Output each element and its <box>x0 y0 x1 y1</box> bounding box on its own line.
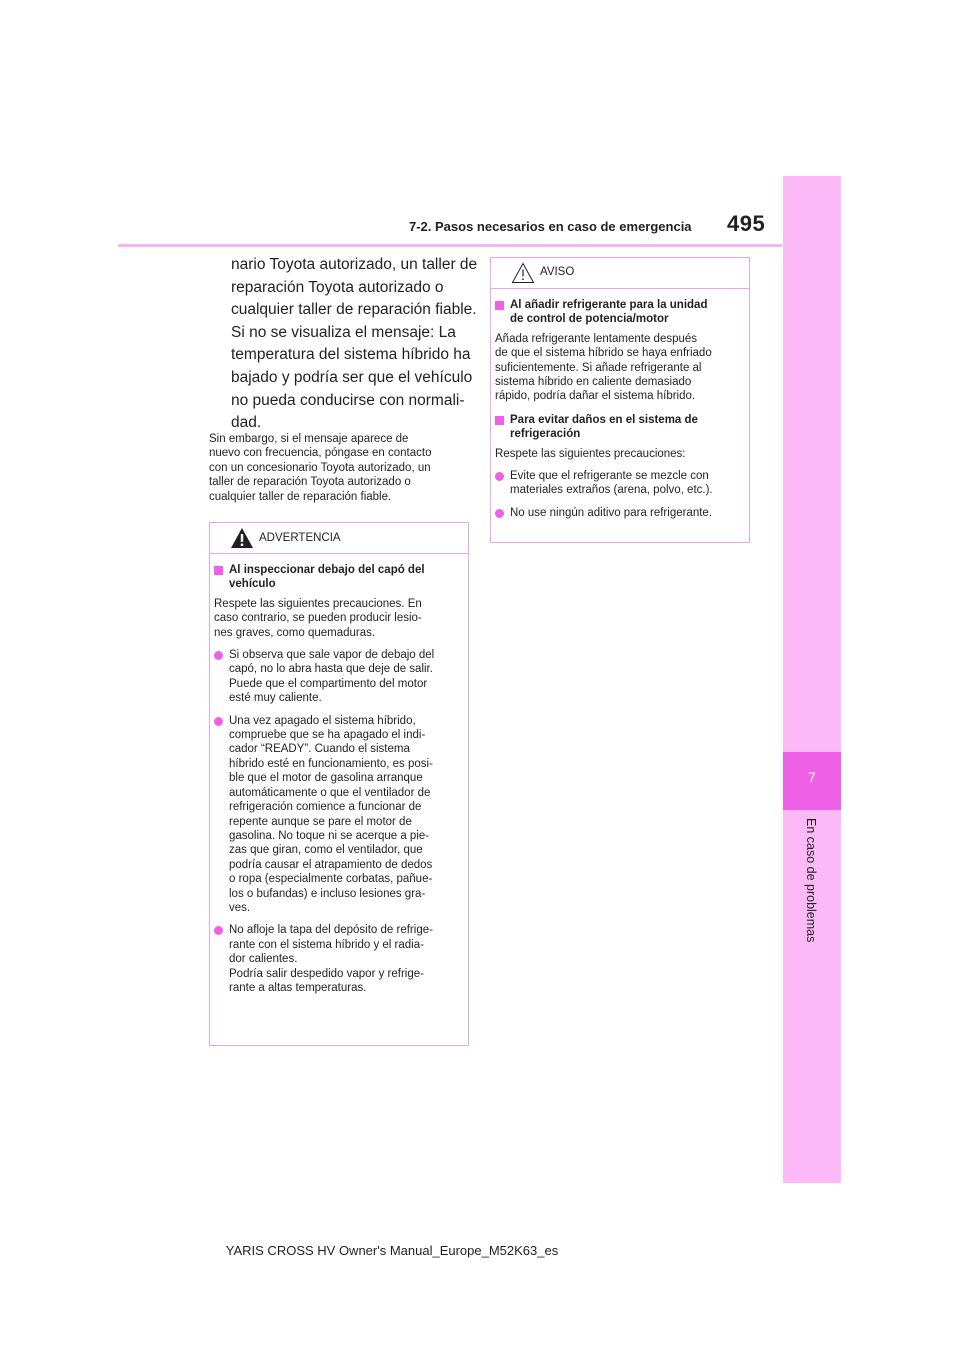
text-line: compruebe que se ha apagado el indi- <box>229 729 426 742</box>
text-line: No afloje la tapa del depósito de refrige- <box>229 924 433 937</box>
text-line: con un concesionario Toyota autorizado, un <box>209 461 431 474</box>
text-line: ble que el motor de gasolina arranque <box>229 772 423 785</box>
notice-paragraph <box>495 447 739 461</box>
text-line: los o bufandas) e incluso lesiones gra- <box>229 887 426 900</box>
text-line: de que el sistema híbrido se haya enfriado <box>495 347 712 360</box>
text-line: ves. <box>229 901 251 914</box>
notice-bullet <box>495 469 739 498</box>
footer-text: YARIS CROSS HV Owner's Manual_Europe_M52K63_es <box>225 1243 559 1258</box>
text-line: gasolina. No toque ni se acerque a pie- <box>229 829 430 842</box>
text-line: Si observa que sale vapor de debajo del <box>229 649 435 662</box>
note-paragraph <box>209 432 471 504</box>
text-line: nes graves, como quemaduras. <box>214 626 376 639</box>
text-line: no pueda conducirse con normali- <box>231 391 465 409</box>
chapter-title: En caso de problemas <box>804 818 818 943</box>
text-line: capó, no lo abra hasta que deje de salir. <box>229 663 433 676</box>
notice-heading <box>495 298 739 327</box>
text-line: rante a altas temperaturas. <box>229 981 367 994</box>
text-line: cualquier taller de reparación fiable. <box>231 301 477 319</box>
round-bullet-icon <box>214 926 223 935</box>
square-bullet-icon <box>495 416 504 425</box>
text-line: híbrido esté en funcionamiento, es posi- <box>229 757 433 770</box>
text-line: podría causar el atrapamiento de dedos <box>229 858 433 871</box>
text-line: Puede que el compartimento del motor <box>229 677 428 690</box>
warning-bullet <box>214 714 458 916</box>
section-title: 7-2. Pasos necesarios en caso de emergencia <box>409 219 692 234</box>
warning-heading <box>214 563 458 592</box>
warning-box <box>209 522 469 1046</box>
text-line: rante con el sistema híbrido y el radia- <box>229 938 424 951</box>
round-bullet-icon <box>495 472 504 481</box>
text-line: Respete las siguientes precauciones: <box>495 447 686 460</box>
text-line: nuevo con frecuencia, póngase en contacto <box>209 447 432 460</box>
text-line: reparación Toyota autorizado o <box>231 278 444 296</box>
text-line: Evite que el refrigerante se mezcle con <box>510 470 709 483</box>
text-line: Una vez apagado el sistema híbrido, <box>229 714 416 727</box>
text-line: Podría salir despedido vapor y refrige- <box>229 967 424 980</box>
text-line: No use ningún aditivo para refrigerante. <box>510 506 713 519</box>
text-line: Sin embargo, si el mensaje aparece de <box>209 433 409 445</box>
text-line: automáticamente o que el ventilador de <box>229 786 431 799</box>
warning-box-title: ADVERTENCIA <box>259 532 341 544</box>
caution-triangle-icon <box>511 262 535 284</box>
round-bullet-icon <box>214 651 223 660</box>
text-line: Al inspeccionar debajo del capó del <box>229 564 425 576</box>
chapter-side-strip <box>783 176 841 1183</box>
text-line: temperatura del sistema híbrido ha <box>231 346 471 364</box>
text-line: bajado y podría ser que el vehículo <box>231 368 473 386</box>
text-line: Si no se visualiza el mensaje: La <box>231 323 456 341</box>
text-line: taller de reparación Toyota autorizado o <box>209 476 411 489</box>
text-line: zas que giran, como el ventilador, que <box>229 844 423 857</box>
text-line: suficientemente. Si añade refrigerante al <box>495 361 702 374</box>
round-bullet-icon <box>214 717 223 726</box>
text-line: vehículo <box>229 578 276 591</box>
notice-paragraph <box>495 332 739 404</box>
notice-bullet <box>495 506 739 520</box>
text-line: refrigeración comience a funcionar de <box>229 801 422 814</box>
warning-intro <box>214 597 458 640</box>
notice-heading <box>495 413 739 442</box>
warning-box-header <box>210 523 468 554</box>
notice-box-header <box>491 258 749 289</box>
text-line: esté muy caliente. <box>229 692 322 705</box>
text-line: Para evitar daños en el sistema de <box>510 413 698 426</box>
text-line: repente aunque se pare el motor de <box>229 815 412 828</box>
warning-bullet <box>214 923 458 995</box>
text-line: materiales extraños (arena, polvo, etc.). <box>510 484 713 497</box>
text-line: de control de potencia/motor <box>510 313 669 326</box>
text-line: sistema híbrido en caliente demasiado <box>495 376 692 389</box>
round-bullet-icon <box>495 509 504 518</box>
warning-triangle-icon <box>230 527 254 549</box>
square-bullet-icon <box>495 301 504 310</box>
notice-box-title: AVISO <box>540 266 575 278</box>
continuation-text <box>231 254 478 435</box>
text-line: Respete las siguientes precauciones. En <box>214 597 422 610</box>
text-line: Al añadir refrigerante para la unidad <box>510 299 708 311</box>
text-line: nario Toyota autorizado, un taller de <box>231 256 478 273</box>
text-line: dor calientes. <box>229 953 298 966</box>
square-bullet-icon <box>214 566 223 575</box>
text-line: refrigeración <box>510 428 581 441</box>
header-rule <box>118 244 782 247</box>
warning-bullet <box>214 648 458 706</box>
text-line: cador “READY”. Cuando el sistema <box>229 743 410 756</box>
page-number: 495 <box>727 211 766 236</box>
text-line: o ropa (especialmente corbatas, pañue- <box>229 873 433 886</box>
text-line: cualquier taller de reparación fiable. <box>209 490 392 503</box>
text-line: caso contrario, se pueden producir lesio- <box>214 612 422 625</box>
text-line: dad. <box>231 414 262 432</box>
chapter-number: 7 <box>808 769 816 785</box>
text-line: rápido, podría dañar el sistema híbrido. <box>495 390 696 403</box>
text-line: Añada refrigerante lentamente después <box>495 332 698 345</box>
notice-box <box>490 257 750 543</box>
